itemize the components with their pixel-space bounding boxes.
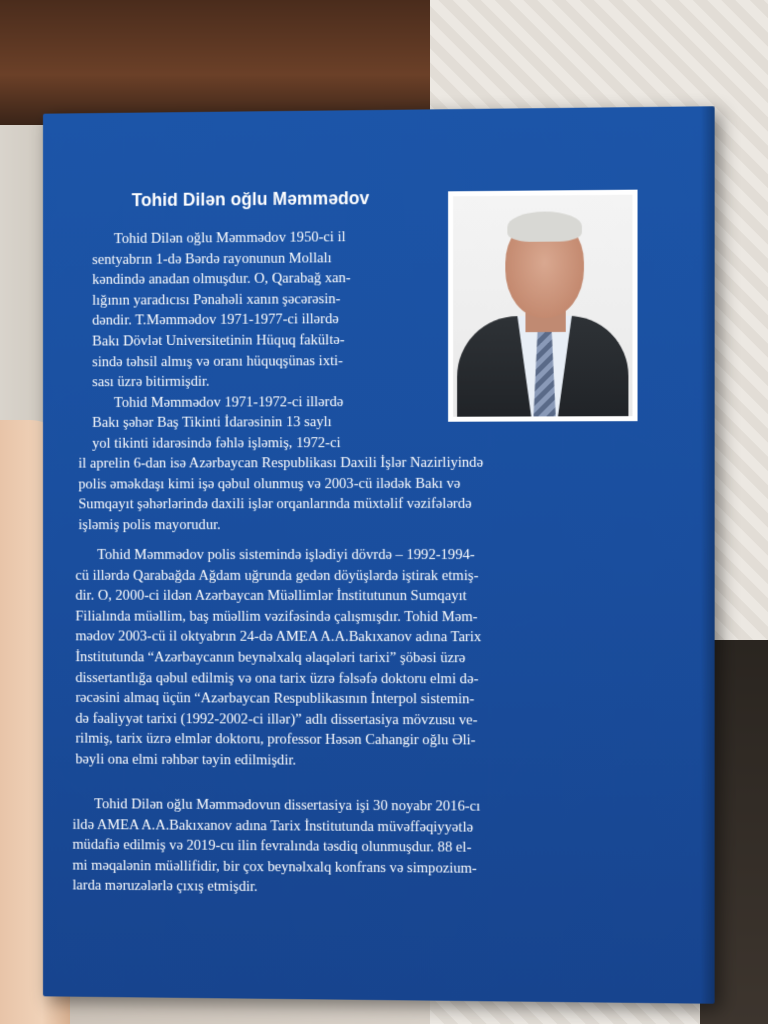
text-line: Bakı Dövlət Universitetinin Hüquq fakültə- — [92, 332, 345, 350]
text-line: Tohid Dilən oğlu Məmmədov 1950-ci il — [113, 229, 346, 248]
text-line: bəyli ona elmi rəhbər təyin edilmişdir. — [75, 751, 297, 769]
text-line: Tohid Məmmədov polis sistemində işlədiyi dövrdə – 1992-1994- — [97, 546, 475, 564]
text-line: larda məruzələrlə çıxış etmişdir. — [72, 877, 258, 896]
text-line: Tohid Dilən oğlu Məmmədovun dissertasiya işi 30 noyabr 2016-cı — [94, 796, 481, 815]
text-line: sində təhsil almış və oranı hüquqşünas ixti- — [92, 352, 343, 370]
author-photo-frame — [448, 190, 637, 422]
text-line: dəndir. T.Məmmədov 1971-1977-ci illərdə — [92, 311, 339, 329]
portrait-photo-icon — [453, 195, 632, 417]
text-line: cü illərdə Qarabağda Ağdam uğrunda gedən döyüşlərdə iştirak etmiş- — [75, 567, 479, 584]
biography-paragraph-3 — [75, 545, 685, 773]
text-line: İnstitutunda “Azərbaycanın beynəlxalq əlaqələri tarixi” şöbəsi üzrə — [75, 649, 466, 667]
text-line: mədov 2003-cü il oktyabrın 24-də AMEA A.A.Bakıxanov adına Tarix — [75, 628, 482, 646]
text-line: yol tikinti idarəsində fəhlə işləmiş, 1972-ci — [92, 435, 341, 452]
text-line: sası üzrə bitirmişdir. — [92, 373, 210, 391]
text-line: işləmiş polis mayorudur. — [78, 516, 221, 533]
text-line: kəndində anadan olmuşdur. O, Qarabağ xan- — [92, 270, 351, 289]
author-heading: Tohid Dilən oğlu Məmmədov — [131, 188, 370, 211]
text-line: də fəaliyyət tarixi (1992-2002-ci illər)” adlı dissertasiya mövzusu ve- — [75, 710, 478, 729]
text-line: müdafiə edilmiş və 2019-cu ilin fevralında təsdiq olunmuşdur. 88 el- — [72, 837, 472, 856]
book-back-cover — [43, 106, 715, 1004]
text-line: sentyabrın 1-də Bərdə rayonunun Mollalı — [92, 249, 332, 268]
biography-paragraph-1 — [92, 227, 430, 455]
text-line: rilmiş, tarix üzrə elmlər doktoru, professor Həsən Cahangir oğlu Əli- — [75, 731, 476, 749]
biography-paragraph-2 — [78, 452, 678, 535]
text-line: ildə AMEA A.A.Bakıxanov adına Tarix İnstitutunda müvəffəqiyyətlə — [72, 816, 474, 836]
text-line: dir. O, 2000-ci ildən Azərbaycan Müəllimlər İnstitutunun Sumqayıt — [75, 587, 467, 605]
wooden-furniture-background — [0, 0, 440, 125]
text-line: Sumqayıt şəhərlərində daxili işlər orqanlarında müxtəlif vəzifələrdə — [78, 496, 472, 513]
text-line: Tohid Məmmədov 1971-1972-ci illərdə — [113, 393, 344, 411]
text-line: polis əməkdaşı kimi işə qəbul olunmuş və 2003-cü ilədək Bakı və — [78, 475, 461, 493]
text-line: il aprelin 6-dan isə Azərbaycan Respublikası Daxili İşlər Nazirliyində — [78, 454, 484, 472]
biography-paragraph-4 — [73, 794, 688, 901]
text-line: rəcəsini almaq üçün “Azərbaycan Respublikasının İnterpol sistemin- — [75, 690, 475, 708]
text-line: Bakı şəhər Baş Tikinti İdarəsinin 13 saylı — [92, 414, 332, 432]
text-line: dissertantlığa qəbul edilmiş və ona tarix üzrə fəlsəfə doktoru elmi də- — [75, 669, 479, 687]
text-line: Filialında müəllim, baş müəllim vəzifəsində çalışmışdır. Tohid Məm- — [75, 608, 478, 625]
text-line: mi məqalənin müəllifidir, bir çox beynəlxalq konfrans və simpozium- — [72, 857, 477, 877]
text-line: lığının yaradıcısı Pənahəli xanın şəcərəsin- — [92, 291, 341, 309]
